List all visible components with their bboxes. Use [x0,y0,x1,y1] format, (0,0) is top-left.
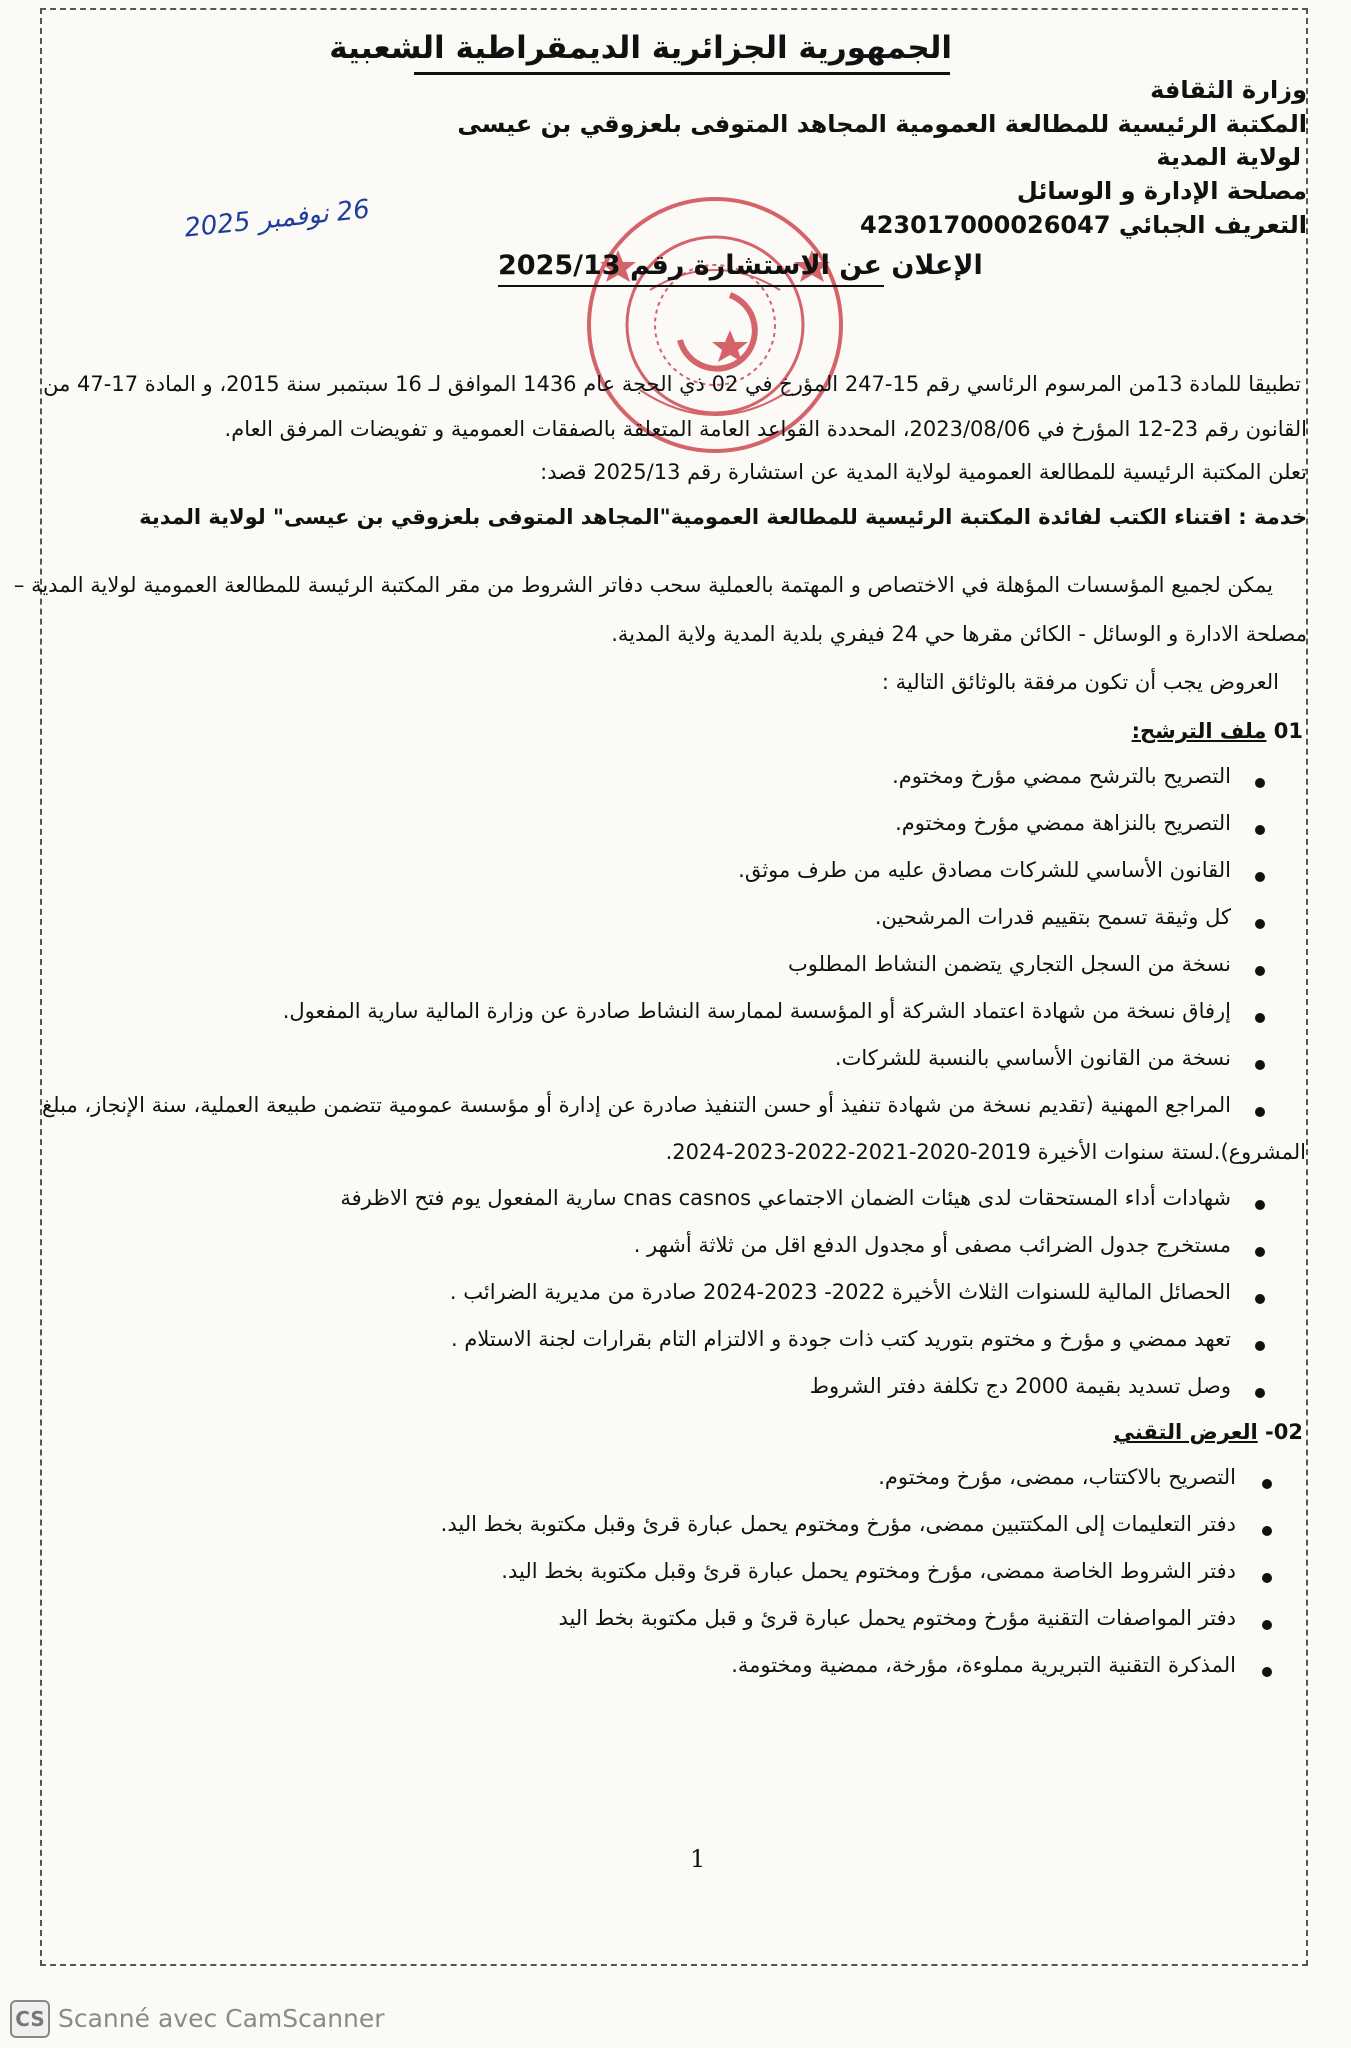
bullet-icon [1255,1341,1265,1351]
title-underline [414,72,950,75]
section-1-number: 01 [1273,719,1303,743]
notice-title-underline [498,285,884,287]
withdrawal-line-2: مصلحة الادارة و الوسائل - الكائن مقرها حي 24 فيفري بلدية المدية ولاية المدية. [611,622,1307,646]
list-item: نسخة من القانون الأساسي بالنسبة للشركات. [834,1046,1231,1070]
bullet-icon [1255,1294,1265,1304]
list-item: دفتر المواصفات التقنية مؤرخ ومختوم يحمل عبارة قرئ و قبل مكتوبة بخط اليد [558,1606,1236,1630]
bullet-icon [1262,1479,1272,1489]
section-2-title: العرض التقني [1113,1420,1258,1444]
scanner-watermark: Scanné avec CamScanner [58,2004,385,2033]
withdrawal-line-1: يمكن لجميع المؤسسات المؤهلة في الاختصاص و المهتمة بالعملية سحب دفاتر الشروط من مقر المكتبة الرئيسة للمطالعة العمومية لولاية المدية – [13,573,1273,597]
bullet-icon [1255,1247,1265,1257]
province-name: لولاية المدية [1156,143,1301,171]
legal-basis-line-2: القانون رقم 23-12 المؤرخ في 2023/08/06، المحددة القواعد العامة المتعلقة بالصفقات العمومية و تفويضات المرفق العام. [224,417,1307,441]
tax-id-label: التعريف الجبائي [1118,211,1307,239]
list-item: المراجع المهنية (تقديم نسخة من شهادة تنفيذ أو حسن التنفيذ صادرة عن إدارة أو مؤسسة عمومية تتضمن طبيعة العملية، سنة الإنجاز، مبلغ [41,1093,1231,1117]
documents-intro: العروض يجب أن تكون مرفقة بالوثائق التالية : [881,670,1279,694]
section-2-number: 02- [1265,1420,1303,1444]
list-item: شهادات أداء المستحقات لدى هيئات الضمان الاجتماعي cnas casnos سارية المفعول يوم فتح الاظرفة [340,1186,1231,1210]
department-name: مصلحة الإدارة و الوسائل [1016,177,1307,205]
list-item: المذكرة التقنية التبريرية مملوءة، مؤرخة، ممضية ومختومة. [731,1653,1236,1677]
bullet-icon [1262,1526,1272,1536]
notice-title: الإعلان عن الاستشارة رقم 2025/13 [498,250,983,281]
legal-basis-line-1: تطبيقا للمادة 13من المرسوم الرئاسي رقم 15-247 المؤرخ في 02 ذي الحجة عام 1436 الموافق لـ 16 سبتمبر سنة 2015، و المادة 17-47 من [43,372,1301,396]
ministry-name: وزارة الثقافة [1150,76,1307,104]
date-stamp: 26 نوفمبر 2025 [182,194,372,244]
bullet-icon [1255,825,1265,835]
bullet-icon [1255,778,1265,788]
bullet-icon [1255,1388,1265,1398]
bullet-icon [1255,966,1265,976]
list-item: دفتر الشروط الخاصة ممضى، مؤرخ ومختوم يحمل عبارة قرئ وقبل مكتوبة بخط اليد. [501,1559,1236,1583]
list-item: نسخة من السجل التجاري يتضمن النشاط المطلوب [787,952,1231,976]
list-item: الحصائل المالية للسنوات الثلاث الأخيرة 2022- 2023-2024 صادرة من مديرية الضرائب . [449,1280,1231,1304]
list-item: دفتر التعليمات إلى المكتتبين ممضى، مؤرخ ومختوم يحمل عبارة قرئ وقبل مكتوبة بخط اليد. [440,1512,1236,1536]
list-item-continuation: المشروع).لستة سنوات الأخيرة 2019-2020-2021-2022-2023-2024. [665,1140,1306,1164]
bullet-icon [1262,1620,1272,1630]
service-label: خدمة : [1238,505,1307,529]
list-item: التصريح بالاكتتاب، ممضى، مؤرخ ومختوم. [878,1465,1236,1489]
bullet-icon [1255,1107,1265,1117]
list-item: التصريح بالنزاهة ممضي مؤرخ ومختوم. [895,811,1231,835]
announcement-paragraph: تعلن المكتبة الرئيسية للمطالعة العمومية لولاية المدية عن استشارة رقم 2025/13 قصد: [540,460,1307,484]
section-1-heading [1132,719,1303,743]
bullet-icon [1255,1013,1265,1023]
section-2-heading [1114,1420,1303,1444]
list-item: مستخرج جدول الضرائب مصفى أو مجدول الدفع اقل من ثلاثة أشهر . [633,1233,1231,1257]
page-number: 1 [690,1845,706,1873]
camscanner-logo-icon: CS [10,2000,50,2038]
library-name: المكتبة الرئيسية للمطالعة العمومية المجاهد المتوفى بلعزوقي بن عيسى [457,110,1307,138]
list-item: تعهد ممضي و مؤرخ و مختوم بتوريد كتب ذات جودة و الالتزام التام بقرارات لجنة الاستلام . [450,1327,1231,1351]
list-item: إرفاق نسخة من شهادة اعتماد الشركة أو المؤسسة لممارسة النشاط صادرة عن وزارة المالية سارية المفعول. [282,999,1231,1023]
list-item: التصريح بالترشح ممضي مؤرخ ومختوم. [892,764,1231,788]
bullet-icon [1255,919,1265,929]
section-1-title: ملف الترشح: [1131,719,1267,743]
list-item: القانون الأساسي للشركات مصادق عليه من طرف موثق. [738,858,1231,882]
republic-title: الجمهورية الجزائرية الديمقراطية الشعبية [329,30,952,66]
tax-id-value: 423017000026047 [860,211,1111,239]
bullet-icon [1255,872,1265,882]
service-line [139,505,1307,529]
bullet-icon [1255,1060,1265,1070]
list-item: كل وثيقة تسمح بتقييم قدرات المرشحين. [874,905,1231,929]
bullet-icon [1262,1573,1272,1583]
bullet-icon [1262,1667,1272,1677]
bullet-icon [1255,1200,1265,1210]
tax-id-line [860,211,1307,239]
list-item: وصل تسديد بقيمة 2000 دج تكلفة دفتر الشروط [809,1374,1231,1398]
service-description: اقتناء الكتب لفائدة المكتبة الرئيسية للمطالعة العمومية"المجاهد المتوفى بلعزوقي بن عيسى" لولاية المدية [139,505,1231,529]
